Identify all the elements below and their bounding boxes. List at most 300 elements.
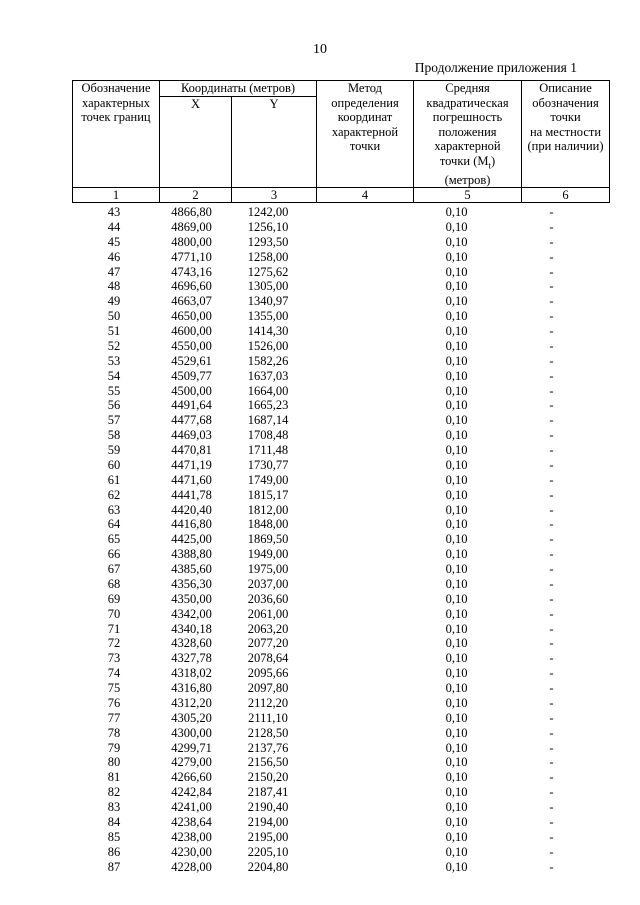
cell-d: - xyxy=(549,532,554,547)
cell-d: - xyxy=(549,859,554,874)
cell-y: 1730,77 xyxy=(247,457,289,472)
cell-d: - xyxy=(549,651,554,666)
cell-method xyxy=(309,220,404,235)
cell-x: 4385,60 xyxy=(171,562,212,576)
cell-x: 4312,20 xyxy=(171,695,212,710)
cell-m: 0,10 xyxy=(445,205,468,219)
cell-n: 73 xyxy=(107,651,121,666)
cell-x: 4300,00 xyxy=(171,725,212,740)
table-row xyxy=(72,443,594,458)
cell-n: 77 xyxy=(107,710,121,725)
cell-d: - xyxy=(549,502,554,517)
cell-x: 4425,00 xyxy=(171,532,212,547)
cell-y: 2187,41 xyxy=(247,785,289,800)
cell-method xyxy=(309,235,404,250)
cell-y: 2190,40 xyxy=(247,800,289,814)
table-row xyxy=(72,636,594,651)
cell-y: 2205,10 xyxy=(247,844,289,859)
table-row xyxy=(72,398,594,413)
cell-method xyxy=(309,279,404,294)
cell-n: 87 xyxy=(107,859,121,874)
cell-d: - xyxy=(549,785,554,800)
cell-d: - xyxy=(549,740,554,755)
cell-x: 4869,00 xyxy=(171,219,212,234)
cell-y: 1275,62 xyxy=(247,264,289,279)
table-row xyxy=(72,845,594,860)
cell-d: - xyxy=(549,443,554,457)
cell-d: - xyxy=(549,309,554,324)
table-row xyxy=(72,369,594,384)
cell-method xyxy=(309,726,404,741)
cell-n: 86 xyxy=(107,844,121,859)
cell-m: 0,10 xyxy=(445,413,468,428)
cell-d: - xyxy=(549,606,554,621)
cell-m: 0,10 xyxy=(445,829,468,844)
cell-m: 0,10 xyxy=(445,800,468,814)
cell-x: 4471,19 xyxy=(171,457,212,472)
cell-d: - xyxy=(549,383,554,398)
table-row xyxy=(72,205,594,220)
cell-x: 4327,78 xyxy=(171,651,212,666)
cell-n: 78 xyxy=(107,725,121,740)
cell-method xyxy=(309,488,404,503)
cell-m: 0,10 xyxy=(445,353,468,368)
cell-d: - xyxy=(549,576,554,591)
cell-n: 70 xyxy=(107,606,121,621)
header-method: Метод определения координат характерной точки xyxy=(317,81,414,188)
table-row xyxy=(72,622,594,637)
cell-method xyxy=(309,741,404,756)
cell-m: 0,10 xyxy=(445,576,468,591)
cell-x: 4491,64 xyxy=(171,398,212,413)
cell-d: - xyxy=(549,428,554,443)
page-number: 10 xyxy=(313,42,327,57)
cell-n: 53 xyxy=(107,353,121,368)
cell-method xyxy=(309,830,404,845)
cell-m: 0,10 xyxy=(445,562,468,576)
cell-method xyxy=(309,250,404,265)
cell-m: 0,10 xyxy=(445,606,468,621)
cell-y: 1340,97 xyxy=(247,294,289,309)
cell-method xyxy=(309,398,404,413)
header-x: X xyxy=(160,96,232,187)
cell-y: 1258,00 xyxy=(247,249,289,264)
cell-method xyxy=(309,265,404,280)
table-row xyxy=(72,473,594,488)
cell-n: 58 xyxy=(107,428,121,443)
cell-method xyxy=(309,577,404,592)
cell-n: 57 xyxy=(107,413,121,428)
cell-n: 50 xyxy=(107,309,121,324)
cell-m: 0,10 xyxy=(445,279,468,294)
cell-n: 75 xyxy=(107,681,121,695)
cell-y: 1582,26 xyxy=(247,353,289,368)
cell-m: 0,10 xyxy=(445,368,468,383)
cell-n: 83 xyxy=(107,800,121,814)
cell-x: 4550,00 xyxy=(171,338,212,353)
header-description: Описание обозначения точки на местности (при наличии) xyxy=(522,81,610,188)
header-coordinates: Координаты (метров) xyxy=(160,81,317,97)
table-row xyxy=(72,770,594,785)
col-number-2: 2 xyxy=(160,188,232,203)
table-row xyxy=(72,488,594,503)
cell-y: 2037,00 xyxy=(247,576,289,591)
cell-n: 84 xyxy=(107,814,121,829)
cell-x: 4318,02 xyxy=(171,666,212,681)
cell-y: 2077,20 xyxy=(247,636,289,651)
cell-m: 0,10 xyxy=(445,264,468,279)
cell-x: 4509,77 xyxy=(171,368,212,383)
cell-x: 4696,60 xyxy=(171,279,212,294)
cell-y: 1256,10 xyxy=(247,219,289,234)
cell-method xyxy=(309,517,404,532)
cell-d: - xyxy=(549,621,554,636)
cell-n: 55 xyxy=(107,383,121,398)
cell-m: 0,10 xyxy=(445,324,468,338)
cell-d: - xyxy=(549,368,554,383)
cell-x: 4500,00 xyxy=(171,383,212,398)
cell-method xyxy=(309,473,404,488)
cell-y: 1355,00 xyxy=(247,309,289,324)
cell-method xyxy=(309,324,404,339)
cell-n: 52 xyxy=(107,338,121,353)
table-row xyxy=(72,413,594,428)
cell-n: 81 xyxy=(107,770,121,785)
cell-d: - xyxy=(549,324,554,338)
cell-x: 4316,80 xyxy=(171,681,212,695)
cell-m: 0,10 xyxy=(445,681,468,695)
cell-m: 0,10 xyxy=(445,710,468,725)
cell-x: 4441,78 xyxy=(171,487,212,502)
cell-d: - xyxy=(549,770,554,785)
cell-x: 4328,60 xyxy=(171,636,212,651)
cell-method xyxy=(309,592,404,607)
cell-m: 0,10 xyxy=(445,383,468,398)
cell-m: 0,10 xyxy=(445,785,468,800)
cell-x: 4600,00 xyxy=(171,324,212,338)
table-row xyxy=(72,741,594,756)
cell-n: 85 xyxy=(107,829,121,844)
cell-x: 4650,00 xyxy=(171,309,212,324)
cell-n: 71 xyxy=(107,621,121,636)
cell-m: 0,10 xyxy=(445,398,468,413)
cell-m: 0,10 xyxy=(445,219,468,234)
cell-method xyxy=(309,711,404,726)
header-y: Y xyxy=(232,96,317,187)
cell-n: 82 xyxy=(107,785,121,800)
cell-x: 4230,00 xyxy=(171,844,212,859)
cell-m: 0,10 xyxy=(445,443,468,457)
cell-d: - xyxy=(549,472,554,487)
cell-d: - xyxy=(549,294,554,309)
cell-method xyxy=(309,860,404,875)
table-row xyxy=(72,384,594,399)
cell-m: 0,10 xyxy=(445,725,468,740)
cell-y: 1975,00 xyxy=(247,562,289,576)
cell-method xyxy=(309,384,404,399)
table-row xyxy=(72,755,594,770)
cell-n: 76 xyxy=(107,695,121,710)
cell-y: 1242,00 xyxy=(247,205,289,219)
cell-d: - xyxy=(549,800,554,814)
cell-y: 2195,00 xyxy=(247,829,289,844)
cell-d: - xyxy=(549,710,554,725)
table-row xyxy=(72,324,594,339)
cell-d: - xyxy=(549,547,554,562)
col-number-6: 6 xyxy=(522,188,610,203)
cell-n: 44 xyxy=(107,219,121,234)
cell-m: 0,10 xyxy=(445,234,468,249)
cell-x: 4356,30 xyxy=(171,576,212,591)
cell-n: 48 xyxy=(107,279,121,294)
cell-m: 0,10 xyxy=(445,740,468,755)
cell-x: 4529,61 xyxy=(171,353,212,368)
cell-x: 4238,00 xyxy=(171,829,212,844)
cell-x: 4388,80 xyxy=(171,547,212,562)
cell-m: 0,10 xyxy=(445,666,468,681)
cell-x: 4299,71 xyxy=(171,740,212,755)
cell-method xyxy=(309,755,404,770)
cell-x: 4241,00 xyxy=(171,800,212,814)
cell-n: 46 xyxy=(107,249,121,264)
cell-d: - xyxy=(549,517,554,532)
cell-y: 1711,48 xyxy=(247,443,289,457)
cell-y: 2128,50 xyxy=(247,725,289,740)
cell-x: 4342,00 xyxy=(171,606,212,621)
cell-y: 2137,76 xyxy=(247,740,289,755)
table-body xyxy=(72,205,594,874)
cell-y: 1749,00 xyxy=(247,472,289,487)
table-row xyxy=(72,354,594,369)
cell-m: 0,10 xyxy=(445,487,468,502)
cell-x: 4242,84 xyxy=(171,785,212,800)
cell-n: 51 xyxy=(107,324,121,338)
cell-m: 0,10 xyxy=(445,294,468,309)
cell-x: 4477,68 xyxy=(171,413,212,428)
cell-m: 0,10 xyxy=(445,472,468,487)
cell-method xyxy=(309,205,404,220)
cell-x: 4420,40 xyxy=(171,502,212,517)
table-row xyxy=(72,681,594,696)
cell-y: 2112,20 xyxy=(247,695,289,710)
cell-y: 2111,10 xyxy=(248,710,288,725)
cell-method xyxy=(309,622,404,637)
cell-d: - xyxy=(549,264,554,279)
cell-y: 2061,00 xyxy=(247,606,289,621)
cell-x: 4350,00 xyxy=(171,591,212,606)
cell-x: 4771,10 xyxy=(171,249,212,264)
table-row xyxy=(72,860,594,875)
cell-m: 0,10 xyxy=(445,695,468,710)
table-row xyxy=(72,250,594,265)
cell-d: - xyxy=(549,814,554,829)
cell-d: - xyxy=(549,844,554,859)
cell-y: 1526,00 xyxy=(247,338,289,353)
cell-m: 0,10 xyxy=(445,651,468,666)
cell-m: 0,10 xyxy=(445,457,468,472)
cell-n: 59 xyxy=(107,443,121,457)
cell-method xyxy=(309,503,404,518)
table-header xyxy=(72,80,610,203)
table-row xyxy=(72,458,594,473)
cell-x: 4238,64 xyxy=(171,814,212,829)
cell-d: - xyxy=(549,725,554,740)
header-point-designation: Обозначение характерных точек границ xyxy=(73,81,160,188)
cell-d: - xyxy=(549,205,554,219)
cell-x: 4663,07 xyxy=(171,294,212,309)
cell-x: 4800,00 xyxy=(171,234,212,249)
cell-method xyxy=(309,696,404,711)
cell-d: - xyxy=(549,338,554,353)
cell-n: 74 xyxy=(107,666,121,681)
coordinates-table xyxy=(72,205,594,874)
cell-d: - xyxy=(549,591,554,606)
table-row xyxy=(72,428,594,443)
table-row xyxy=(72,294,594,309)
cell-m: 0,10 xyxy=(445,502,468,517)
cell-y: 1687,14 xyxy=(247,413,289,428)
table-row xyxy=(72,339,594,354)
cell-y: 1293,50 xyxy=(247,234,289,249)
cell-n: 62 xyxy=(107,487,121,502)
cell-method xyxy=(309,428,404,443)
cell-d: - xyxy=(549,353,554,368)
cell-method xyxy=(309,413,404,428)
cell-y: 1869,50 xyxy=(247,532,289,547)
cell-y: 1664,00 xyxy=(247,383,289,398)
cell-method xyxy=(309,294,404,309)
table-row xyxy=(72,265,594,280)
cell-method xyxy=(309,532,404,547)
cell-m: 0,10 xyxy=(445,636,468,651)
cell-y: 1815,17 xyxy=(247,487,289,502)
cell-n: 43 xyxy=(107,205,121,219)
cell-y: 1708,48 xyxy=(247,428,289,443)
cell-m: 0,10 xyxy=(445,517,468,532)
cell-x: 4470,81 xyxy=(171,443,212,457)
cell-m: 0,10 xyxy=(445,547,468,562)
cell-n: 47 xyxy=(107,264,121,279)
cell-y: 1414,30 xyxy=(247,324,289,338)
table-row xyxy=(72,592,594,607)
cell-d: - xyxy=(549,413,554,428)
cell-y: 2095,66 xyxy=(247,666,289,681)
cell-m: 0,10 xyxy=(445,859,468,874)
cell-d: - xyxy=(549,562,554,576)
table-row xyxy=(72,651,594,666)
table-row xyxy=(72,279,594,294)
cell-n: 68 xyxy=(107,576,121,591)
table-row xyxy=(72,309,594,324)
cell-m: 0,10 xyxy=(445,591,468,606)
table-row xyxy=(72,517,594,532)
cell-n: 63 xyxy=(107,502,121,517)
cell-method xyxy=(309,354,404,369)
cell-d: - xyxy=(549,219,554,234)
cell-x: 4228,00 xyxy=(171,859,212,874)
cell-method xyxy=(309,770,404,785)
table-row xyxy=(72,696,594,711)
col-number-3: 3 xyxy=(232,188,317,203)
cell-n: 60 xyxy=(107,457,121,472)
table-row xyxy=(72,547,594,562)
col-number-1: 1 xyxy=(73,188,160,203)
cell-d: - xyxy=(549,457,554,472)
cell-d: - xyxy=(549,755,554,770)
cell-y: 2078,64 xyxy=(247,651,289,666)
cell-method xyxy=(309,651,404,666)
table-row xyxy=(72,711,594,726)
cell-d: - xyxy=(549,829,554,844)
cell-y: 2097,80 xyxy=(247,681,289,695)
cell-y: 2156,50 xyxy=(247,755,289,770)
cell-d: - xyxy=(549,234,554,249)
cell-method xyxy=(309,815,404,830)
cell-y: 2036,60 xyxy=(247,591,289,606)
cell-x: 4266,60 xyxy=(171,770,212,785)
cell-m: 0,10 xyxy=(445,844,468,859)
cell-d: - xyxy=(549,636,554,651)
cell-y: 1949,00 xyxy=(247,547,289,562)
cell-y: 2194,00 xyxy=(247,814,289,829)
cell-method xyxy=(309,458,404,473)
table-row xyxy=(72,220,594,235)
cell-method xyxy=(309,666,404,681)
continuation-label: Продолжение приложения 1 xyxy=(414,60,577,75)
table-row xyxy=(72,666,594,681)
table-row xyxy=(72,577,594,592)
cell-x: 4279,00 xyxy=(171,755,212,770)
cell-m: 0,10 xyxy=(445,532,468,547)
cell-x: 4471,60 xyxy=(171,472,212,487)
cell-n: 54 xyxy=(107,368,121,383)
cell-n: 69 xyxy=(107,591,121,606)
cell-m: 0,10 xyxy=(445,814,468,829)
table-row xyxy=(72,800,594,815)
table-row xyxy=(72,503,594,518)
cell-method xyxy=(309,636,404,651)
cell-m: 0,10 xyxy=(445,338,468,353)
cell-d: - xyxy=(549,398,554,413)
cell-method xyxy=(309,339,404,354)
cell-n: 56 xyxy=(107,398,121,413)
col-number-5: 5 xyxy=(414,188,522,203)
cell-y: 1665,23 xyxy=(247,398,289,413)
table-row xyxy=(72,726,594,741)
cell-method xyxy=(309,681,404,696)
cell-method xyxy=(309,800,404,815)
table-row xyxy=(72,562,594,577)
cell-method xyxy=(309,785,404,800)
cell-n: 49 xyxy=(107,294,121,309)
table-row xyxy=(72,607,594,622)
cell-method xyxy=(309,547,404,562)
cell-x: 4743,16 xyxy=(171,264,212,279)
cell-m: 0,10 xyxy=(445,621,468,636)
cell-n: 67 xyxy=(107,562,121,576)
table-row xyxy=(72,785,594,800)
cell-m: 0,10 xyxy=(445,309,468,324)
cell-m: 0,10 xyxy=(445,755,468,770)
cell-y: 1848,00 xyxy=(247,517,289,532)
cell-y: 1305,00 xyxy=(247,279,289,294)
cell-m: 0,10 xyxy=(445,770,468,785)
cell-d: - xyxy=(549,681,554,695)
col-number-4: 4 xyxy=(317,188,414,203)
cell-y: 2063,20 xyxy=(247,621,289,636)
cell-n: 79 xyxy=(107,740,121,755)
cell-x: 4305,20 xyxy=(171,710,212,725)
